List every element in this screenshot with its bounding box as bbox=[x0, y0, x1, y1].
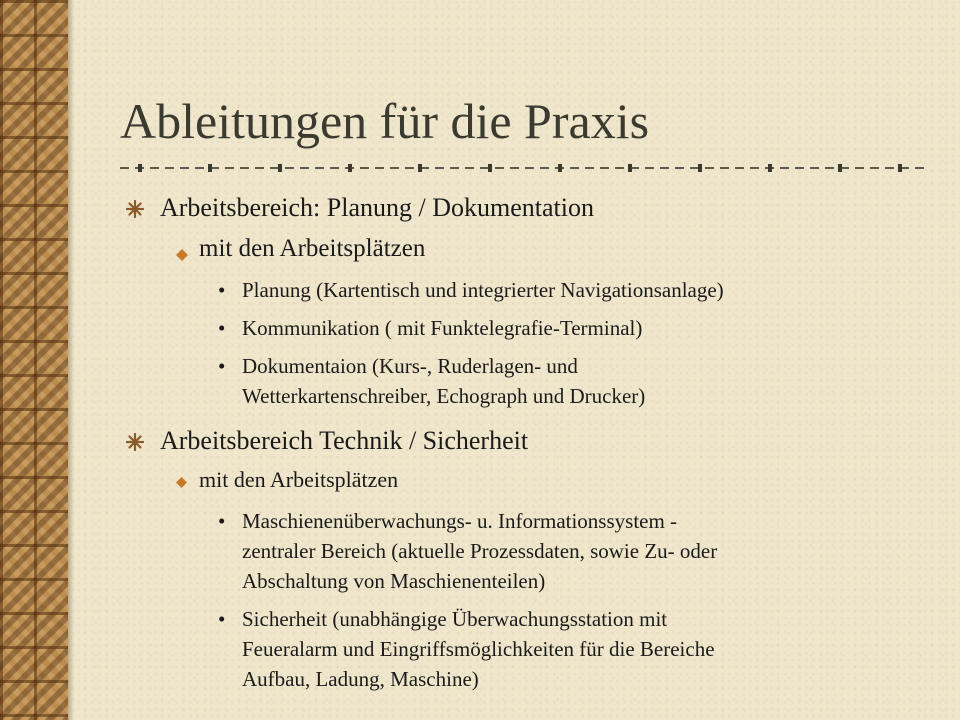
dot-bullet-icon: • bbox=[218, 316, 226, 340]
diamond-bullet-icon bbox=[176, 477, 187, 488]
list-item-line: Abschaltung von Maschienenteilen) bbox=[242, 569, 546, 593]
list-item-line: zentraler Bereich (aktuelle Prozessdaten, sowie Zu- oder bbox=[242, 539, 718, 563]
list-item-line: Dokumentaion (Kurs-, Ruderlagen- und bbox=[242, 354, 578, 378]
list-item-line: Maschienenüberwachungs- u. Informationssystem - bbox=[242, 509, 678, 533]
subheading-arbeitsplaetze-1: mit den Arbeitsplätzen bbox=[199, 235, 426, 262]
section-heading-technik: Arbeitsbereich Technik / Sicherheit bbox=[160, 426, 529, 455]
list-item-line: Sicherheit (unabhängige Überwachungsstation mit bbox=[242, 607, 668, 631]
dot-bullet-icon: • bbox=[218, 607, 226, 631]
list-item-line: Aufbau, Ladung, Maschine) bbox=[242, 667, 479, 691]
dot-bullet-icon: • bbox=[218, 354, 226, 378]
slide-title: Ableitungen für die Praxis bbox=[120, 93, 650, 149]
diamond-bullet-icon bbox=[176, 249, 188, 261]
asterisk-bullet-icon bbox=[126, 200, 144, 218]
list-item: Planung (Kartentisch und integrierter Navigationsanlage) bbox=[242, 278, 724, 302]
dot-bullet-icon: • bbox=[218, 278, 226, 302]
list-item: Kommunikation ( mit Funktelegrafie-Terminal) bbox=[242, 316, 643, 340]
list-item-line: Wetterkartenschreiber, Echograph und Drucker) bbox=[242, 384, 646, 408]
subheading-arbeitsplaetze-2: mit den Arbeitsplätzen bbox=[199, 467, 399, 492]
list-item-line: Feueralarm und Eingriffsmöglichkeiten für die Bereiche bbox=[242, 637, 715, 661]
dot-bullet-icon: • bbox=[218, 509, 226, 533]
asterisk-bullet-icon bbox=[126, 433, 144, 451]
section-heading-planung: Arbeitsbereich: Planung / Dokumentation bbox=[160, 193, 594, 222]
